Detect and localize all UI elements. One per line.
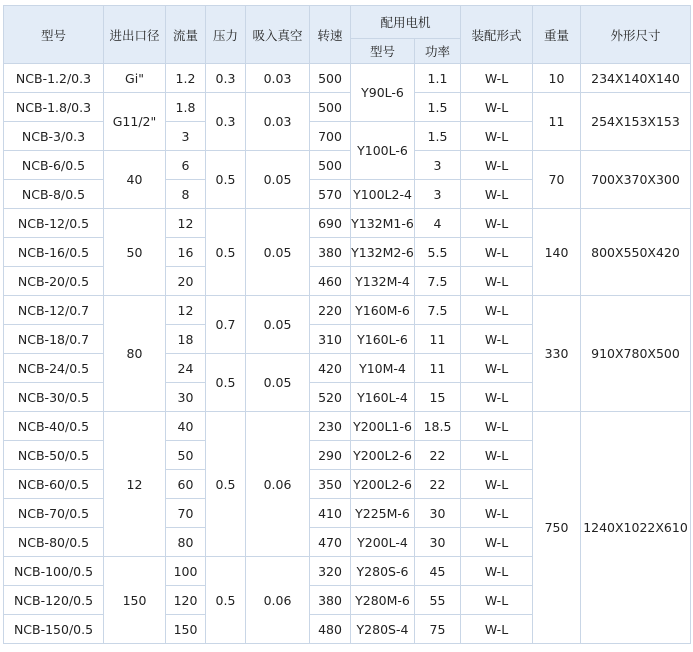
cell-model: NCB-6/0.5 [4,151,104,180]
table-row [4,64,691,93]
cell-assembly: W-L [461,499,533,528]
cell-speed: 500 [310,93,351,122]
cell-speed: 480 [310,615,351,644]
cell-pressure: 0.5 [206,209,246,296]
cell-vacuum: 0.03 [246,93,310,151]
cell-diameter: Gi" [104,64,166,93]
cell-model: NCB-30/0.5 [4,383,104,412]
cell-speed: 470 [310,528,351,557]
cell-diameter: 150 [104,557,166,644]
cell-flow: 12 [166,296,206,325]
cell-assembly: W-L [461,557,533,586]
cell-flow: 60 [166,470,206,499]
cell-flow: 50 [166,441,206,470]
cell-speed: 220 [310,296,351,325]
cell-motor-model: Y90L-6 [351,64,415,122]
cell-flow: 18 [166,325,206,354]
cell-dimensions: 800X550X420 [581,209,691,296]
cell-pressure: 0.7 [206,296,246,354]
cell-flow: 3 [166,122,206,151]
cell-flow: 30 [166,383,206,412]
cell-model: NCB-150/0.5 [4,615,104,644]
cell-assembly: W-L [461,151,533,180]
cell-model: NCB-12/0.5 [4,209,104,238]
cell-diameter: 12 [104,412,166,557]
cell-speed: 320 [310,557,351,586]
cell-motor-model: Y160M-6 [351,296,415,325]
cell-assembly: W-L [461,354,533,383]
cell-vacuum: 0.05 [246,151,310,209]
cell-dimensions: 254X153X153 [581,93,691,151]
cell-motor-model: Y132M2-6 [351,238,415,267]
header-flow: 流量 [166,6,206,64]
header-vacuum: 吸入真空 [246,6,310,64]
cell-vacuum: 0.05 [246,354,310,412]
cell-power: 18.5 [415,412,461,441]
cell-speed: 380 [310,238,351,267]
cell-motor-model: Y200L2-6 [351,470,415,499]
cell-vacuum: 0.06 [246,412,310,557]
cell-flow: 80 [166,528,206,557]
cell-model: NCB-120/0.5 [4,586,104,615]
cell-assembly: W-L [461,325,533,354]
cell-model: NCB-8/0.5 [4,180,104,209]
cell-model: NCB-12/0.7 [4,296,104,325]
cell-motor-model: Y225M-6 [351,499,415,528]
cell-flow: 8 [166,180,206,209]
cell-vacuum: 0.06 [246,557,310,644]
cell-assembly: W-L [461,64,533,93]
header-motor: 配用电机 [351,6,461,39]
cell-assembly: W-L [461,296,533,325]
cell-flow: 1.2 [166,64,206,93]
table-row [4,93,691,122]
pump-spec-table [3,5,691,644]
cell-speed: 230 [310,412,351,441]
cell-dimensions: 700X370X300 [581,151,691,209]
cell-flow: 12 [166,209,206,238]
cell-power: 22 [415,470,461,499]
cell-model: NCB-80/0.5 [4,528,104,557]
cell-power: 22 [415,441,461,470]
cell-flow: 120 [166,586,206,615]
cell-motor-model: Y132M1-6 [351,209,415,238]
cell-model: NCB-1.8/0.3 [4,93,104,122]
cell-vacuum: 0.05 [246,296,310,354]
cell-power: 4 [415,209,461,238]
table-row [4,209,691,238]
cell-flow: 150 [166,615,206,644]
cell-flow: 16 [166,238,206,267]
cell-speed: 690 [310,209,351,238]
cell-model: NCB-70/0.5 [4,499,104,528]
cell-model: NCB-24/0.5 [4,354,104,383]
cell-motor-model: Y280S-6 [351,557,415,586]
header-motor-model: 型号 [351,39,415,64]
cell-motor-model: Y10M-4 [351,354,415,383]
cell-model: NCB-18/0.7 [4,325,104,354]
cell-motor-model: Y280M-6 [351,586,415,615]
table-row [4,412,691,441]
cell-pressure: 0.5 [206,151,246,209]
cell-assembly: W-L [461,209,533,238]
header-dimensions: 外形尺寸 [581,6,691,64]
cell-speed: 570 [310,180,351,209]
table-row [4,151,691,180]
cell-power: 75 [415,615,461,644]
cell-speed: 310 [310,325,351,354]
cell-power: 5.5 [415,238,461,267]
cell-model: NCB-40/0.5 [4,412,104,441]
cell-assembly: W-L [461,238,533,267]
cell-motor-model: Y200L-4 [351,528,415,557]
cell-vacuum: 0.05 [246,209,310,296]
cell-pressure: 0.3 [206,64,246,93]
header-weight: 重量 [533,6,581,64]
header-motor-power: 功率 [415,39,461,64]
cell-pressure: 0.3 [206,93,246,151]
cell-vacuum: 0.03 [246,64,310,93]
cell-flow: 70 [166,499,206,528]
cell-speed: 290 [310,441,351,470]
header-diameter: 进出口径 [104,6,166,64]
cell-weight: 11 [533,93,581,151]
table-row [4,296,691,325]
cell-weight: 750 [533,412,581,644]
cell-motor-model: Y280S-4 [351,615,415,644]
cell-diameter: G11/2" [104,93,166,151]
header-assembly: 装配形式 [461,6,533,64]
header-model: 型号 [4,6,104,64]
cell-assembly: W-L [461,441,533,470]
cell-assembly: W-L [461,528,533,557]
cell-assembly: W-L [461,412,533,441]
cell-speed: 500 [310,151,351,180]
cell-flow: 1.8 [166,93,206,122]
cell-speed: 520 [310,383,351,412]
cell-flow: 100 [166,557,206,586]
cell-power: 1.5 [415,93,461,122]
cell-power: 3 [415,180,461,209]
cell-assembly: W-L [461,383,533,412]
cell-flow: 40 [166,412,206,441]
cell-diameter: 40 [104,151,166,209]
cell-model: NCB-60/0.5 [4,470,104,499]
cell-model: NCB-1.2/0.3 [4,64,104,93]
cell-motor-model: Y132M-4 [351,267,415,296]
cell-weight: 10 [533,64,581,93]
cell-speed: 410 [310,499,351,528]
cell-motor-model: Y160L-4 [351,383,415,412]
cell-diameter: 50 [104,209,166,296]
cell-model: NCB-20/0.5 [4,267,104,296]
cell-flow: 20 [166,267,206,296]
cell-power: 1.5 [415,122,461,151]
cell-motor-model: Y160L-6 [351,325,415,354]
cell-speed: 500 [310,64,351,93]
cell-power: 11 [415,354,461,383]
cell-model: NCB-3/0.3 [4,122,104,151]
cell-power: 45 [415,557,461,586]
cell-power: 3 [415,151,461,180]
cell-power: 11 [415,325,461,354]
cell-motor-model: Y200L2-6 [351,441,415,470]
cell-pressure: 0.5 [206,557,246,644]
cell-model: NCB-100/0.5 [4,557,104,586]
cell-pressure: 0.5 [206,412,246,557]
cell-assembly: W-L [461,470,533,499]
header-speed: 转速 [310,6,351,64]
cell-weight: 330 [533,296,581,412]
cell-power: 1.1 [415,64,461,93]
cell-motor-model: Y100L-6 [351,122,415,180]
cell-flow: 24 [166,354,206,383]
cell-assembly: W-L [461,93,533,122]
cell-model: NCB-50/0.5 [4,441,104,470]
cell-assembly: W-L [461,586,533,615]
cell-power: 7.5 [415,296,461,325]
cell-assembly: W-L [461,180,533,209]
cell-flow: 6 [166,151,206,180]
cell-speed: 700 [310,122,351,151]
header-pressure: 压力 [206,6,246,64]
cell-power: 30 [415,528,461,557]
cell-dimensions: 910X780X500 [581,296,691,412]
cell-speed: 380 [310,586,351,615]
cell-diameter: 80 [104,296,166,412]
cell-assembly: W-L [461,615,533,644]
cell-model: NCB-16/0.5 [4,238,104,267]
cell-weight: 70 [533,151,581,209]
cell-power: 55 [415,586,461,615]
cell-power: 15 [415,383,461,412]
cell-dimensions: 1240X1022X610 [581,412,691,644]
cell-pressure: 0.5 [206,354,246,412]
cell-motor-model: Y200L1-6 [351,412,415,441]
cell-motor-model: Y100L2-4 [351,180,415,209]
cell-power: 7.5 [415,267,461,296]
cell-dimensions: 234X140X140 [581,64,691,93]
cell-assembly: W-L [461,122,533,151]
cell-speed: 460 [310,267,351,296]
cell-weight: 140 [533,209,581,296]
cell-power: 30 [415,499,461,528]
cell-speed: 420 [310,354,351,383]
cell-assembly: W-L [461,267,533,296]
cell-speed: 350 [310,470,351,499]
